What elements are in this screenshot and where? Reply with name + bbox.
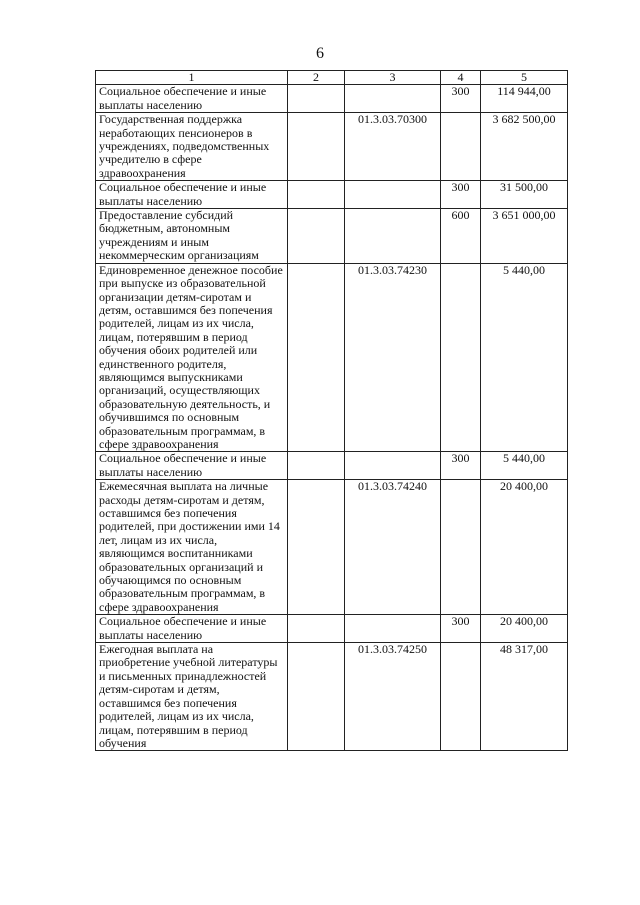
row-code — [345, 85, 441, 113]
row-expense-type — [441, 263, 481, 452]
row-col2 — [288, 85, 345, 113]
row-sum: 114 944,00 — [481, 85, 568, 113]
row-expense-type: 600 — [441, 209, 481, 264]
row-expense-type — [441, 480, 481, 615]
row-sum: 48 317,00 — [481, 643, 568, 751]
row-code: 01.3.03.74230 — [345, 263, 441, 452]
budget-table — [95, 70, 568, 751]
row-col2 — [288, 181, 345, 209]
row-name: Государственная поддержка неработающих пенсионеров в учреждениях, подведомственных учредителю в сфере здравоохранения — [96, 113, 288, 181]
row-expense-type — [441, 643, 481, 751]
row-name: Социальное обеспечение и иные выплаты населению — [96, 181, 288, 209]
row-code — [345, 452, 441, 480]
table-body — [96, 85, 568, 751]
header-col-1: 1 — [96, 71, 288, 85]
table-row — [96, 85, 568, 113]
row-name: Ежемесячная выплата на личные расходы детям-сиротам и детям, оставшимся без попечения родителей, при достижении ими 14 лет, лицам из их числа, являющимся воспитанниками образовательных организаций и обучающимся по основным образовательным программам, в сфере здравоохранения — [96, 480, 288, 615]
header-col-5: 5 — [481, 71, 568, 85]
row-code: 01.3.03.74240 — [345, 480, 441, 615]
row-name: Социальное обеспечение и иные выплаты населению — [96, 85, 288, 113]
row-col2 — [288, 263, 345, 452]
row-code — [345, 209, 441, 264]
row-sum: 5 440,00 — [481, 452, 568, 480]
table-row — [96, 181, 568, 209]
row-col2 — [288, 113, 345, 181]
table-row — [96, 452, 568, 480]
row-code — [345, 181, 441, 209]
row-sum: 3 651 000,00 — [481, 209, 568, 264]
row-col2 — [288, 643, 345, 751]
row-sum: 20 400,00 — [481, 480, 568, 615]
header-col-4: 4 — [441, 71, 481, 85]
row-name: Социальное обеспечение и иные выплаты населению — [96, 615, 288, 643]
row-sum: 3 682 500,00 — [481, 113, 568, 181]
row-sum: 5 440,00 — [481, 263, 568, 452]
row-expense-type: 300 — [441, 85, 481, 113]
row-expense-type: 300 — [441, 452, 481, 480]
table-row — [96, 263, 568, 452]
page-number: 6 — [316, 45, 324, 62]
header-col-2: 2 — [288, 71, 345, 85]
header-col-3: 3 — [345, 71, 441, 85]
row-code — [345, 615, 441, 643]
row-expense-type: 300 — [441, 181, 481, 209]
row-col2 — [288, 452, 345, 480]
row-col2 — [288, 480, 345, 615]
row-col2 — [288, 209, 345, 264]
row-sum: 20 400,00 — [481, 615, 568, 643]
row-code: 01.3.03.70300 — [345, 113, 441, 181]
row-name: Ежегодная выплата на приобретение учебной литературы и письменных принадлежностей детям-сиротам и детям, оставшимся без попечения родителей, лицам из их числа, лицам, потерявшим в период обучения — [96, 643, 288, 751]
row-col2 — [288, 615, 345, 643]
header-row — [96, 71, 568, 85]
table-row — [96, 209, 568, 264]
table-row — [96, 113, 568, 181]
table-row — [96, 643, 568, 751]
table-row — [96, 480, 568, 615]
table-header — [96, 71, 568, 85]
row-name: Социальное обеспечение и иные выплаты населению — [96, 452, 288, 480]
row-sum: 31 500,00 — [481, 181, 568, 209]
row-expense-type — [441, 113, 481, 181]
row-code: 01.3.03.74250 — [345, 643, 441, 751]
row-name: Предоставление субсидий бюджетным, автономным учреждениям и иным некоммерческим организациям — [96, 209, 288, 264]
row-name: Единовременное денежное пособие при выпуске из образовательной организации детям-сиротам и детям, оставшимся без попечения родителей, лицам из их числа, лицам, потерявшим в период обучения обоих родителей или единственного родителя, являющимся выпускниками организаций, осуществляющих образовательную деятельность, и обучившимся по основным образовательным программам, в сфере здравоохранения — [96, 263, 288, 452]
table-row — [96, 615, 568, 643]
row-expense-type: 300 — [441, 615, 481, 643]
